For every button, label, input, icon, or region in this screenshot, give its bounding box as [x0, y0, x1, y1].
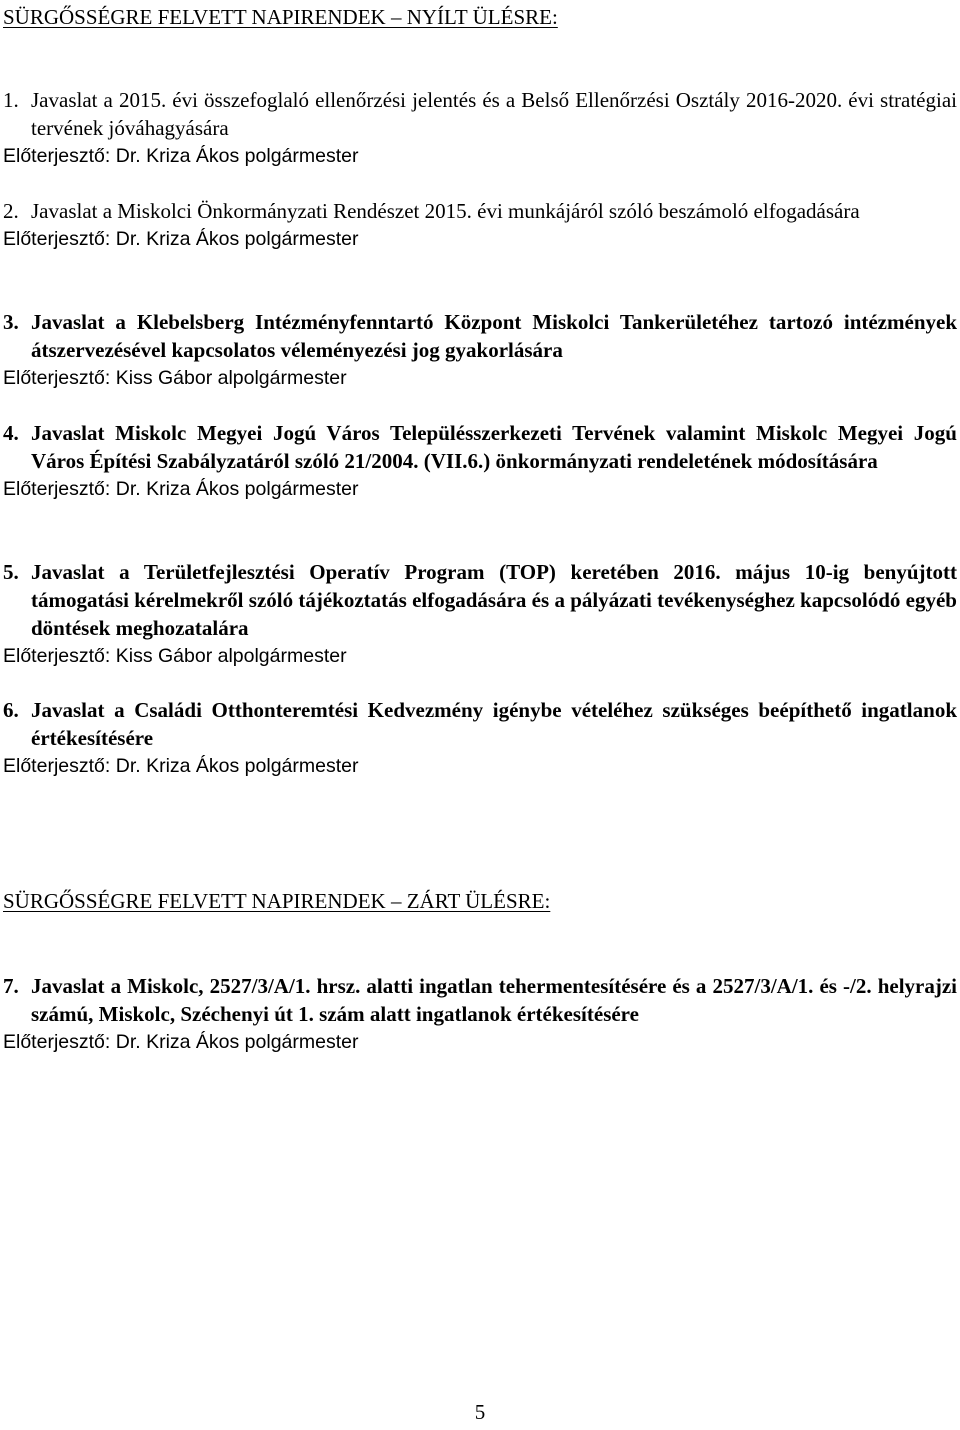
- presenter-name: Dr. Kriza Ákos polgármester: [115, 145, 359, 167]
- presenter-name: Dr. Kriza Ákos polgármester: [115, 1031, 359, 1053]
- item-presenter: [3, 642, 957, 670]
- item-title: Javaslat a Klebelsberg Intézményfenntartó Központ Miskolci Tankerületéhez tartozó intézmények átszervezésével kapcsolatos véleményezési jog gyakorlására: [31, 310, 957, 362]
- item-number: 3.: [3, 310, 19, 334]
- item-title: Javaslat a Területfejlesztési Operatív Program (TOP) keretében 2016. május 10-ig benyújtott támogatási kérelmekről szóló tájékoztatás elfogadására és a pályázati tevékenységhez kapcsolódó egyéb döntések meghozatalára: [31, 560, 957, 640]
- item-title: Javaslat a Miskolc, 2527/3/A/1. hrsz. alatti ingatlan tehermentesítésére és a 2527/3/A/1. és -/2. helyrajzi számú, Miskolc, Széchenyi út 1. szám alatt ingatlanok értékesítésére: [31, 974, 957, 1026]
- agenda-item-2: [3, 197, 957, 253]
- item-number: 5.: [3, 560, 19, 584]
- item-presenter: [3, 225, 957, 253]
- item-number: 4.: [3, 421, 19, 445]
- presenter-name: Kiss Gábor alpolgármester: [115, 645, 347, 667]
- item-title: Javaslat a Családi Otthonteremtési Kedvezmény igénybe vételéhez szükséges beépíthető ingatlanok értékesítésére: [31, 698, 957, 750]
- agenda-item-4: [3, 419, 957, 503]
- section-heading-open-session: SÜRGŐSSÉGRE FELVETT NAPIRENDEK – NYÍLT ÜLÉSRE:: [3, 5, 558, 29]
- section-heading-closed-session: SÜRGŐSSÉGRE FELVETT NAPIRENDEK – ZÁRT ÜLÉSRE:: [3, 889, 551, 913]
- item-number: 6.: [3, 698, 19, 722]
- presenter-label: Előterjesztő:: [3, 645, 111, 667]
- page-number: 5: [474, 1400, 486, 1424]
- presenter-name: Dr. Kriza Ákos polgármester: [115, 228, 359, 250]
- presenter-label: Előterjesztő:: [3, 228, 111, 250]
- presenter-label: Előterjesztő:: [3, 1031, 111, 1053]
- item-number: 1.: [3, 88, 19, 112]
- item-presenter: [3, 1028, 957, 1056]
- document-page: [3, 4, 957, 1053]
- presenter-label: Előterjesztő:: [3, 478, 111, 500]
- agenda-item-1: [3, 86, 957, 170]
- item-presenter: [3, 752, 957, 780]
- agenda-item-6: [3, 696, 957, 780]
- item-number: 2.: [3, 199, 19, 223]
- agenda-item-5: [3, 558, 957, 670]
- item-number: 7.: [3, 974, 19, 998]
- item-title: Javaslat Miskolc Megyei Jogú Város Településszerkezeti Tervének valamint Miskolc Megyei Jogú Város Építési Szabályzatáról szóló 21/2004. (VII.6.) önkormányzati rendeletének módosítására: [31, 421, 957, 473]
- item-presenter: [3, 142, 957, 170]
- agenda-item-3: [3, 308, 957, 392]
- item-presenter: [3, 475, 957, 503]
- presenter-name: Kiss Gábor alpolgármester: [115, 367, 347, 389]
- presenter-label: Előterjesztő:: [3, 367, 111, 389]
- item-presenter: [3, 364, 957, 392]
- presenter-label: Előterjesztő:: [3, 145, 111, 167]
- item-title: Javaslat a 2015. évi összefoglaló ellenőrzési jelentés és a Belső Ellenőrzési Osztály 2016-2020. évi stratégiai tervének jóváhagyására: [31, 88, 957, 140]
- agenda-item-7: [3, 972, 957, 1056]
- presenter-name: Dr. Kriza Ákos polgármester: [115, 755, 359, 777]
- item-title: Javaslat a Miskolci Önkormányzati Rendészet 2015. évi munkájáról szóló beszámoló elfogadására: [31, 199, 860, 223]
- presenter-name: Dr. Kriza Ákos polgármester: [115, 478, 359, 500]
- presenter-label: Előterjesztő:: [3, 755, 111, 777]
